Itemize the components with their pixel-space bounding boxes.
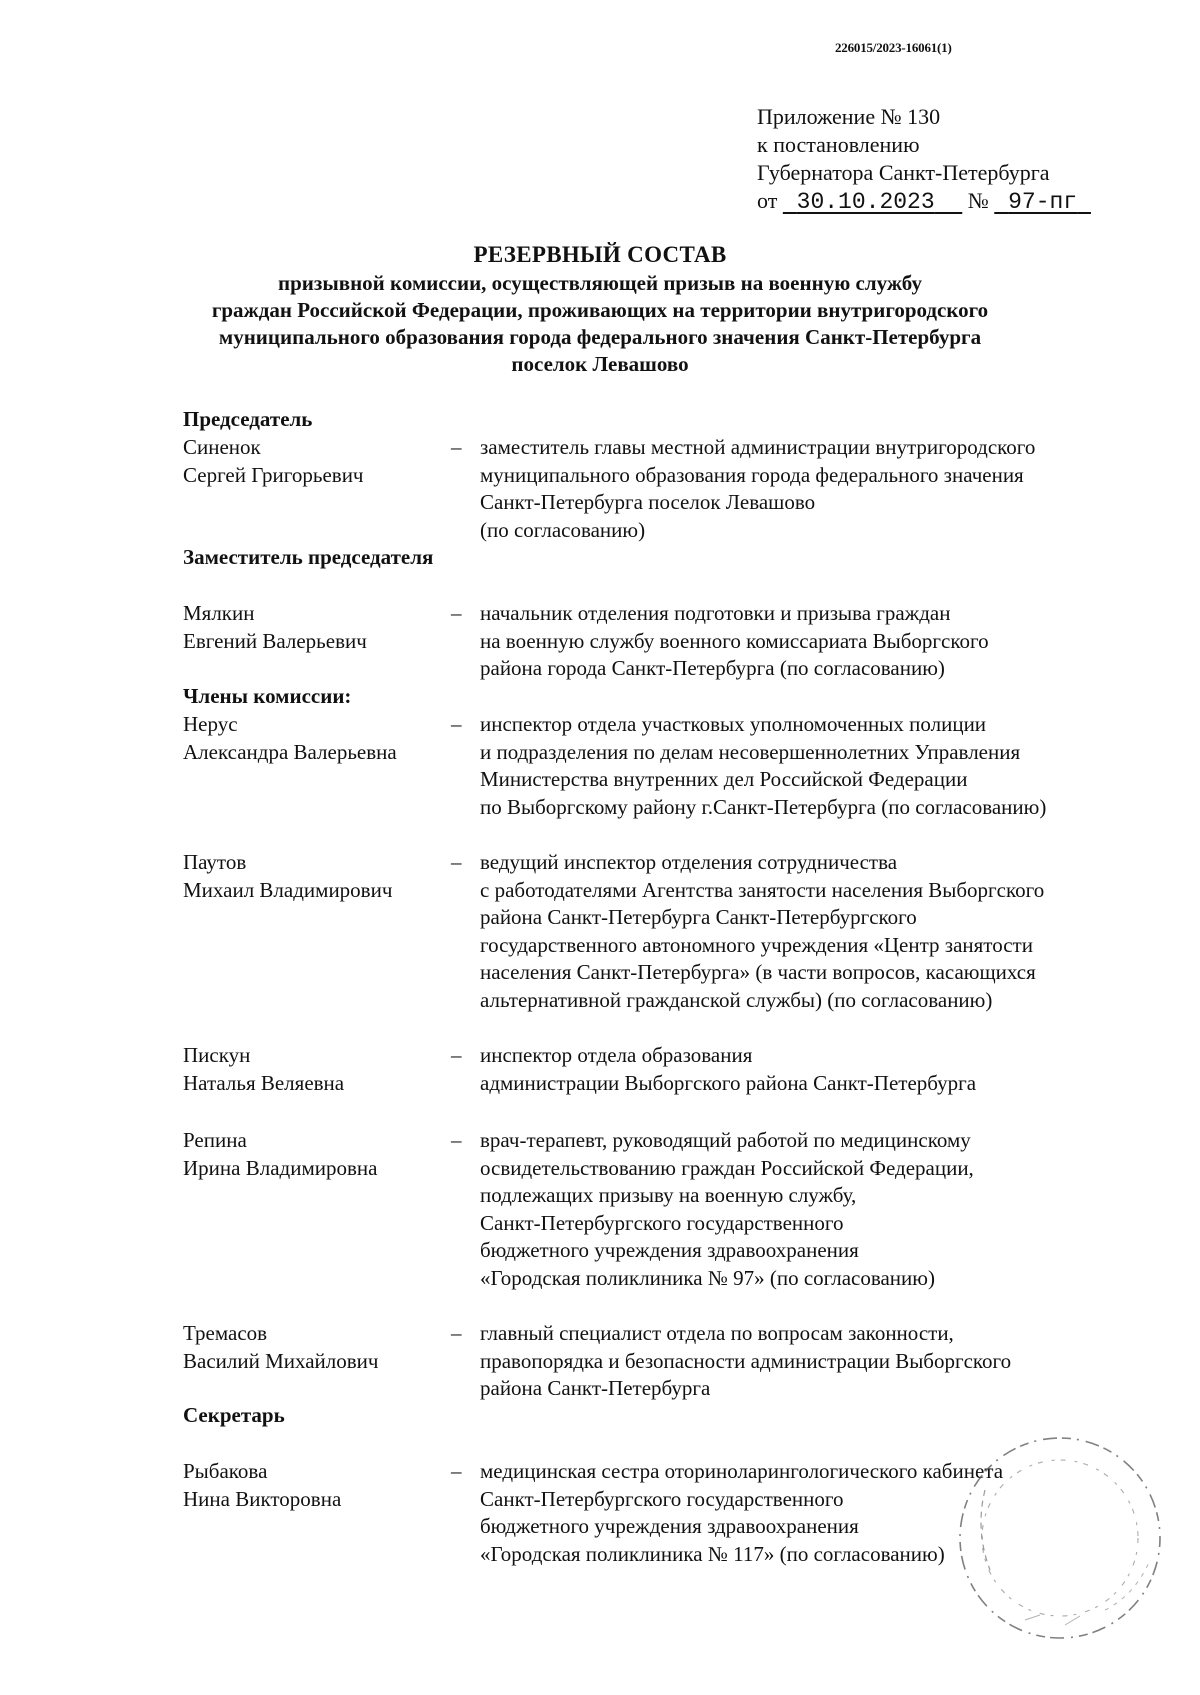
surname: Репина <box>183 1128 247 1152</box>
decree-date: 30.10.2023 <box>796 189 935 215</box>
number-label: № <box>967 188 989 213</box>
member-position: начальник отделения подготовки и призыва граждан на военную службу военного комиссариата Выборгского района города Санкт-Петербурга (по согласованию) <box>480 601 989 680</box>
surname: Нерус <box>183 712 238 736</box>
document-title <box>150 240 1050 378</box>
title-sub-line: поселок Левашово <box>511 352 689 376</box>
appendix-block <box>757 103 1091 216</box>
appendix-line: Губернатора Санкт-Петербурга <box>757 160 1050 185</box>
given-name: Александра Валерьевна <box>183 739 397 764</box>
section-heading-members: Члены комиссии: <box>183 684 352 708</box>
surname: Мялкин <box>183 601 255 625</box>
member-name <box>183 1127 453 1182</box>
title-main: РЕЗЕРВНЫЙ СОСТАВ <box>473 242 727 267</box>
given-name: Сергей Григорьевич <box>183 462 364 487</box>
title-sub-line: призывной комиссии, осуществляющей призыв на военную службу <box>278 271 922 295</box>
member-name <box>183 600 453 655</box>
dash: – <box>451 1043 462 1067</box>
member-name <box>183 434 453 489</box>
document-number: 226015/2023-16061(1) <box>835 40 952 55</box>
section-heading-secretary: Секретарь <box>183 1403 285 1427</box>
surname: Рыбакова <box>183 1459 268 1483</box>
surname: Синенок <box>183 435 261 459</box>
given-name: Ирина Владимировна <box>183 1155 378 1180</box>
dash: – <box>451 435 462 459</box>
given-name: Евгений Валерьевич <box>183 628 367 653</box>
dash: – <box>451 1459 462 1483</box>
appendix-line: к постановлению <box>757 132 920 157</box>
member-position: инспектор отдела образования администрации Выборгского района Санкт-Петербурга <box>480 1043 977 1095</box>
member-position: медицинская сестра оториноларингологического кабинета Санкт-Петербургского государственного бюджетного учреждения здравоохранения «Городская поликлиника № 117» (по согласованию) <box>480 1459 1004 1566</box>
dash: – <box>451 1128 462 1152</box>
member-position: ведущий инспектор отделения сотрудничества с работодателями Агентства занятости населения Выборгского района Санкт-Петербурга Санкт-Петербургского государственного автономного учреждения «Центр занятости населения Санкт-Петербурга» (в части вопросов, касающихся альтернативной гражданской службы) (по согласованию) <box>480 850 1045 1012</box>
surname: Тремасов <box>183 1321 268 1345</box>
member-position: заместитель главы местной администрации внутригородского муниципального образования города федерального значения Санкт-Петербурга поселок Левашово (по согласованию) <box>480 435 1036 542</box>
dash: – <box>451 1321 462 1345</box>
surname: Паутов <box>183 850 247 874</box>
dash: – <box>451 850 462 874</box>
member-position: инспектор отдела участковых уполномоченных полиции и подразделения по делам несовершеннолетних Управления Министерства внутренних дел Российской Федерации по Выборгскому району г.Санкт-Петербурга (по согласованию) <box>480 712 1047 819</box>
title-sub-line: муниципального образования города федерального значения Санкт-Петербурга <box>218 325 982 349</box>
section-heading-deputy: Заместитель председателя <box>183 545 434 569</box>
section-heading-chairman: Председатель <box>183 407 313 431</box>
given-name: Наталья Веляевна <box>183 1070 345 1095</box>
decree-number: 97-пг <box>1008 189 1078 215</box>
member-name <box>183 849 453 904</box>
dash: – <box>451 601 462 625</box>
title-sub-line: граждан Российской Федерации, проживающих на территории внутригородского <box>211 298 989 322</box>
member-position: врач-терапевт, руководящий работой по медицинскому освидетельствованию граждан Российской Федерации, подлежащих призыву на военную службу, Санкт-Петербургского государственного бюджетного учреждения здравоохранения «Городская поликлиника № 97» (по согласованию) <box>480 1128 974 1290</box>
member-name <box>183 711 453 766</box>
surname: Пискун <box>183 1043 251 1067</box>
dash: – <box>451 712 462 736</box>
given-name: Михаил Владимирович <box>183 877 393 902</box>
from-label: от <box>757 188 778 213</box>
given-name: Нина Викторовна <box>183 1486 342 1511</box>
appendix-date-line <box>757 187 1091 216</box>
appendix-line: Приложение № 130 <box>757 104 941 129</box>
member-position: главный специалист отдела по вопросам законности, правопорядка и безопасности администрации Выборгского района Санкт-Петербурга <box>480 1321 1012 1400</box>
member-name <box>183 1042 453 1097</box>
member-name <box>183 1320 453 1375</box>
stamp-seal-icon <box>945 1420 1175 1650</box>
member-name <box>183 1458 453 1513</box>
given-name: Василий Михайлович <box>183 1348 379 1373</box>
